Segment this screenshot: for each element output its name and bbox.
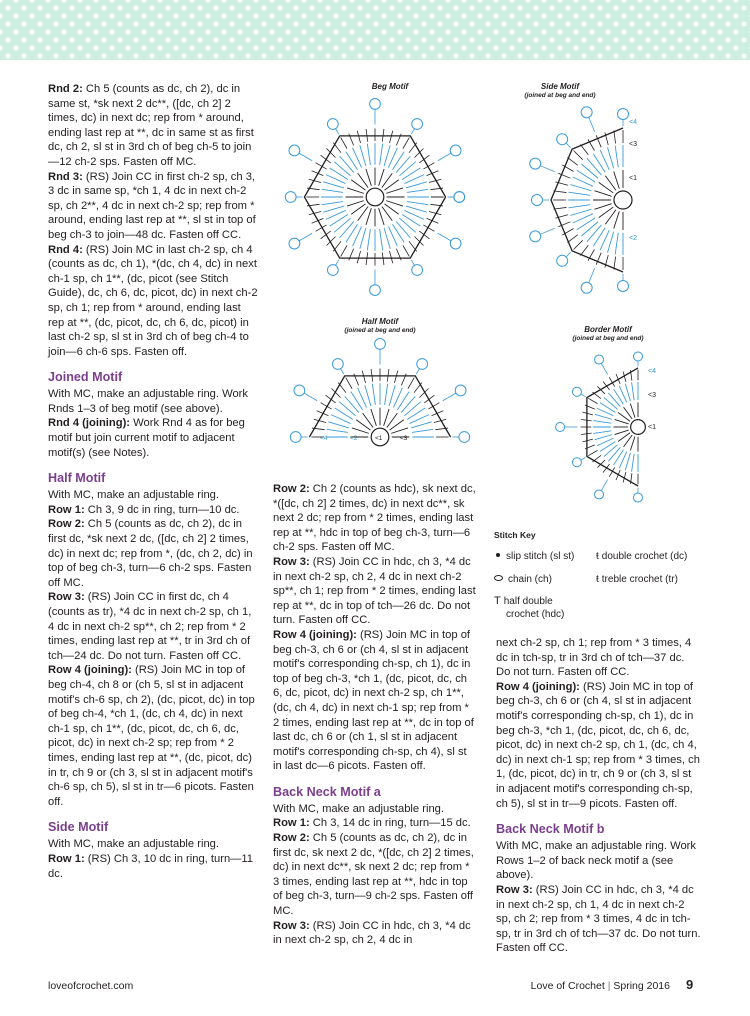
picot-loop <box>412 119 423 130</box>
middle-stitch <box>604 397 618 409</box>
c2-row3 <box>273 555 478 628</box>
outer-stitch <box>554 191 567 193</box>
middle-stitch <box>404 402 420 416</box>
side-motif-heading: Side Motif <box>48 820 109 835</box>
column-2 <box>273 482 478 948</box>
bnb-intro: With MC, make an adjustable ring. Work Rows 1–2 of back neck motif a (see above). <box>496 840 696 882</box>
c2-row4-label: Row 4 (joining): <box>273 628 357 641</box>
inner-stitch <box>594 204 611 210</box>
half-motif-heading: Half Motif <box>48 471 106 486</box>
picot-loop <box>327 265 338 276</box>
rnd2-text: Ch 5 (counts as dc, ch 2), dc in same st, *sk next 2 dc**, ([dc, ch 2] 2 times, dc) in next dc; rep from * around, ending last rep at **, dc in same st as first dc, ch 2, sl st in 3rd ch of beg ch-5 to join—12 ch-2 sps. Fasten off MC. <box>48 83 254 168</box>
picot-stem <box>601 480 608 491</box>
rnd4-label: Rnd 4: <box>48 243 83 256</box>
middle-stitch <box>345 396 359 412</box>
c2-row3-text: (RS) Join CC in hdc, ch 3, *4 dc in next ch-2 sp, ch 2, 4 dc in next ch-2 sp**, ch 1; rep from * 2 times, ending last rep at **, dc in top of tch—26 dc. Do not turn. Fasten off CC. <box>273 555 476 627</box>
picot-stem <box>299 153 313 161</box>
middle-stitch <box>581 222 598 236</box>
outer-stitch <box>362 371 365 383</box>
outer-stitch <box>357 131 360 143</box>
border-motif-title: Border Motif <box>584 325 632 334</box>
picot-stem <box>589 268 595 283</box>
middle-stitch <box>581 164 598 178</box>
outer-stitch <box>341 245 347 256</box>
picot-stem <box>438 233 452 241</box>
picot-loop <box>412 265 423 276</box>
c2-row4 <box>273 628 478 774</box>
inner-stitch <box>386 201 403 206</box>
middle-stitch <box>407 189 428 192</box>
half-row2-label: Row 2: <box>48 518 85 531</box>
key-dc-label: double crochet (dc) <box>601 551 688 562</box>
c3-row4-text: (RS) Join MC in top of beg ch-3, ch 6 or (ch 4, sl st in adjacent motif's corresponding ch-sp, ch 1), dc in beg ch-3, *ch 1, (dc, picot, dc, ch 6, dc, picot, dc) in next ch-2 sp, ch 1, (dc, ch 4, dc) in next ch-1 sp; rep from * 3 times, ch 1, (dc, picot, dc) in tr, ch 9 or (ch 3, sl st in adjacent motif's corresponding ch-sp, ch 5), sl st in tr—9 picots. Fasten off. <box>496 680 700 810</box>
slip-stitch-icon <box>496 553 500 557</box>
bnb-row3-text: (RS) Join CC in hdc, ch 3, *4 dc in next ch-2 sp, ch 1, 4 dc in next ch-2 sp, ch 2; rep from * 3 times, 4 dc in tch-sp, tr in 3rd ch of tch—37 dc. Do not turn. Fasten off CC. <box>496 883 701 955</box>
picot-stem <box>540 228 555 234</box>
outer-stitch <box>574 151 583 160</box>
middle-stitch <box>412 429 433 432</box>
outer-stitch <box>409 143 417 153</box>
middle-stitch <box>367 229 370 250</box>
picot-loop <box>595 490 604 499</box>
outer-stitch <box>357 251 360 263</box>
inner-stitch <box>391 428 408 433</box>
middle-stitch <box>569 192 591 195</box>
c2-row2 <box>273 482 478 555</box>
outer-stitch <box>592 392 600 398</box>
picot-stem <box>299 233 313 241</box>
chain-icon <box>494 575 503 581</box>
border-row-label-4: <4 <box>648 368 656 375</box>
outer-stitch <box>580 245 588 255</box>
middle-stitch <box>411 422 432 428</box>
bna-row3-text: (RS) Join CC in hdc, ch 3, *4 dc in next ch-2 sp, ch 2, 4 dc in <box>273 919 471 947</box>
picot-stem <box>411 260 414 266</box>
bnb-row3 <box>496 883 701 956</box>
joined-rnd4-text: Work Rnd 4 as for beg motif but join current motif to adjacent motif(s) (see Notes). <box>48 417 245 459</box>
picot-loop <box>532 195 543 206</box>
half-row3-text: (RS) Join CC in first dc, ch 4 (counts as tr), *4 dc in next ch-2 sp, ch 1, 4 dc in next ch-2 sp**, ch 2; rep from * 2 times, ending last rep at **, tr in 3rd ch of tch—24 dc. Do not turn. Fasten off CC. <box>48 591 252 662</box>
middle-stitch <box>615 146 618 168</box>
middle-stitch <box>608 232 614 253</box>
border-motif-diagram <box>540 345 670 505</box>
middle-stitch <box>340 156 354 172</box>
outer-stitch <box>394 371 397 383</box>
key-slip-stitch <box>494 550 574 563</box>
middle-stitch <box>569 205 591 208</box>
outer-stitch <box>567 235 577 243</box>
middle-stitch <box>360 145 366 166</box>
middle-stitch <box>406 182 427 188</box>
picot-loop <box>332 359 343 370</box>
half-row1 <box>48 503 258 518</box>
bna-row2-label: Row 2: <box>273 832 310 845</box>
joined-motif-heading: Joined Motif <box>48 370 123 385</box>
half-motif-title: Half Motif <box>361 317 399 326</box>
key-hdc-label-1: half double <box>503 596 553 607</box>
middle-stitch <box>570 185 591 191</box>
inner-stitch <box>614 211 620 228</box>
side-row1-label: Row 1: <box>48 852 85 865</box>
side-row-label-2: <2 <box>629 235 637 242</box>
picot-stem <box>601 363 608 374</box>
c2-row4-text: (RS) Join MC in top of beg ch-3, ch 6 or (ch 4, sl st in adjacent motif's corresponding ch-sp, ch 1), dc in top of beg ch-3, *ch 1, (dc, picot, dc, ch 6, dc, picot, dc) in next ch-2 sp, ch 1**, (dc, ch 4, dc) in next ch-1 sp; rep from * 2 times, ending last rep at **, dc in top of last dc, ch 6 or (ch 1, sl st in adjacent motif's corresponding ch-sp, ch 4), sl st in last dc—6 picots. Fasten off. <box>273 628 474 773</box>
picot-stem <box>416 368 419 374</box>
middle-stitch <box>406 206 427 212</box>
key-tr-label: treble crochet (tr) <box>601 574 678 585</box>
picot-loop <box>455 385 466 396</box>
bna-intro: With MC, make an adjustable ring. <box>273 802 444 815</box>
outer-stitch <box>419 155 429 163</box>
outer-stitch <box>419 231 429 239</box>
middle-stitch <box>322 202 343 205</box>
border-row-label-3: <3 <box>648 392 656 399</box>
center-ring <box>614 191 632 209</box>
middle-stitch <box>339 402 355 416</box>
key-tr <box>596 573 678 586</box>
middle-stitch <box>380 229 383 250</box>
side-intro: With MC, make an adjustable ring. <box>48 838 219 851</box>
outer-stitch <box>333 241 341 251</box>
picot-stem <box>566 252 571 257</box>
picot-stem <box>340 368 343 374</box>
inner-stitch <box>386 188 403 193</box>
inner-stitch <box>614 171 620 188</box>
middle-stitch <box>608 447 620 461</box>
bna-row3 <box>273 919 478 948</box>
c3-row4-label: Row 4 (joining): <box>496 680 580 693</box>
rnd4-paragraph <box>48 243 258 360</box>
middle-stitch <box>632 382 635 400</box>
picot-stem <box>411 128 414 134</box>
c2-row2-text: Ch 2 (counts as hdc), sk next dc, *([dc, ch 2] 2 times, dc) in next dc**, sk next 2 dc; rep from * 2 times, ending last rep at **, hdc in top of beg ch-3, turn—6 ch-2 sps. Fasten off MC. <box>273 483 476 554</box>
picot-loop <box>450 238 461 249</box>
rnd3-text: (RS) Join CC in first ch-2 sp, ch 3, 3 dc in same sp, *ch 1, 4 dc in next ch-2 sp, ch 2**, 4 dc in next ch-2 sp; rep from * around, ending last rep at **, sl st in top of beg ch-3 to join—48 dc. Fasten off CC. <box>48 170 256 241</box>
joined-rnd4-label: Rnd 4 (joining): <box>48 417 131 430</box>
half-row-label-4: <4 <box>320 435 328 442</box>
inner-stitch <box>379 208 384 225</box>
column-3 <box>496 636 701 956</box>
picot-stem <box>580 457 585 460</box>
picot-loop <box>618 281 629 292</box>
picot-loop <box>595 355 604 364</box>
picot-loop <box>618 109 629 120</box>
outer-stitch <box>583 412 593 415</box>
bna-row1-text: Ch 3, 14 dc in ring, turn—15 dc. <box>309 817 471 830</box>
c3-continuation: next ch-2 sp, ch 1; rep from * 3 times, 4 dc in tch-sp, tr in 3rd ch of tch—37 dc. Do not turn. Fasten off CC. <box>496 637 692 679</box>
center-ring <box>366 188 384 206</box>
middle-stitch <box>625 384 630 401</box>
middle-stitch <box>396 221 410 237</box>
key-hdc <box>494 595 564 621</box>
picot-loop <box>530 158 541 169</box>
middle-stitch <box>360 228 366 249</box>
middle-stitch <box>389 385 395 406</box>
half-row4-label: Row 4 (joining): <box>48 664 132 677</box>
outer-stitch <box>338 383 346 393</box>
middle-stitch <box>323 206 344 212</box>
outer-stitch <box>389 131 392 143</box>
key-chain <box>494 573 552 586</box>
footer-separator: | <box>607 980 614 992</box>
border-motif-subtitle: (joined at beg and end) <box>572 335 644 342</box>
outer-stitch <box>588 450 597 455</box>
middle-stitch <box>396 156 410 172</box>
outer-stitch <box>389 251 392 263</box>
key-chain-label: chain (ch) <box>508 574 552 585</box>
middle-stitch <box>385 384 388 405</box>
rnd2-paragraph <box>48 82 258 170</box>
footer-issue: Spring 2016 <box>613 980 670 992</box>
hdc-icon: T <box>494 595 501 607</box>
middle-stitch <box>399 162 415 176</box>
rnd3-paragraph <box>48 170 258 243</box>
half-row2 <box>48 517 258 590</box>
picot-stem <box>540 166 555 172</box>
middle-stitch <box>384 145 390 166</box>
picot-stem <box>438 153 452 161</box>
half-row2-text: Ch 5 (counts as dc, ch 2), dc in first dc, *sk next 2 dc, ([dc, ch 2] 2 times, dc) in next dc; rep from *, (dc, ch 2, dc) in top of beg ch-3, turn—6 ch-2 sps. Fasten off MC. <box>48 518 253 589</box>
middle-stitch <box>322 189 343 192</box>
picot-loop <box>556 422 565 431</box>
bnb-row3-label: Row 3: <box>496 883 533 896</box>
outer-stitch <box>424 395 434 403</box>
middle-stitch <box>407 202 428 205</box>
key-hdc-label-2: crochet (hdc) <box>506 609 565 620</box>
picot-stem <box>335 260 338 266</box>
beg-motif-diagram <box>275 92 475 302</box>
middle-stitch <box>625 453 630 470</box>
picot-loop <box>289 238 300 249</box>
footer-site: loveofcrochet.com <box>48 980 134 992</box>
dc-icon: ŧ <box>596 551 599 562</box>
picot-stem <box>304 393 318 401</box>
inner-stitch <box>371 409 376 426</box>
middle-stitch <box>384 228 390 249</box>
middle-stitch <box>587 225 601 242</box>
middle-stitch <box>593 421 611 424</box>
inner-stitch <box>615 419 629 424</box>
side-row-label-1: <1 <box>629 175 637 182</box>
footer-magazine-issue <box>531 980 670 992</box>
picot-loop <box>633 493 642 502</box>
picot-loop <box>530 231 541 242</box>
middle-stitch <box>570 209 591 215</box>
side-row-label-4: <4 <box>629 119 637 126</box>
joined-rnd4-paragraph <box>48 416 258 460</box>
outer-stitch <box>333 143 341 153</box>
column-1 <box>48 82 258 881</box>
half-row-label-1: <1 <box>375 435 383 442</box>
outer-stitch <box>614 131 616 144</box>
bna-row2-text: Ch 5 (counts as dc, ch 2), dc in first dc, sk next 2 dc, *([dc, ch 2] 2 times, dc) in next dc**, sk next 2 dc; rep from * 3 times, ending last rep at **, hdc in top of beg ch-3, turn—9 ch-2 sps. Fasten off MC. <box>273 832 474 918</box>
center-ring <box>631 420 646 435</box>
middle-stitch <box>327 429 348 432</box>
half-row3-label: Row 3: <box>48 591 85 604</box>
picot-stem <box>443 393 457 401</box>
middle-stitch <box>604 445 618 457</box>
inner-stitch <box>366 169 371 186</box>
border-row-label-1: <1 <box>648 424 656 431</box>
picot-stem <box>566 143 571 148</box>
middle-stitch <box>593 431 611 434</box>
footer-magazine: Love of Crochet <box>530 980 605 992</box>
outer-stitch <box>414 383 422 393</box>
picot-loop <box>633 352 642 361</box>
outer-stitch <box>592 455 600 461</box>
picot-loop <box>290 432 301 443</box>
half-motif-diagram <box>280 335 480 450</box>
inner-stitch <box>352 428 369 433</box>
picot-loop <box>370 285 381 296</box>
outer-stitch <box>588 398 597 403</box>
middle-stitch <box>587 158 601 175</box>
picot-loop <box>572 458 581 467</box>
middle-stitch <box>399 218 415 232</box>
picot-loop <box>572 387 581 396</box>
middle-stitch <box>340 221 354 237</box>
c2-row3-label: Row 3: <box>273 555 310 568</box>
inner-stitch <box>384 409 389 426</box>
half-row-label-2: <2 <box>350 435 358 442</box>
outer-stitch <box>567 157 577 165</box>
middle-stitch <box>372 384 375 405</box>
half-motif-subtitle: (joined at beg and end) <box>344 327 416 334</box>
rnd4-text: (RS) Join MC in last ch-2 sp, ch 4 (counts as dc, ch 1), *(dc, ch 4, dc) in next ch-1 sp, ch 1**, (dc, picot (see Stitch Guide), dc, ch 6, dc, picot, dc) in next ch-2 sp, ch 1; rep from * around, ending last rep at **, (dc, picot, dc, ch 6, dc, picot) in last ch-2 sp, sl st in 3rd ch of beg ch-4 to join—6 ch-6 sps. Fasten off. <box>48 243 258 358</box>
picot-loop <box>285 192 296 203</box>
key-dc <box>596 550 687 563</box>
outer-stitch <box>554 207 567 209</box>
half-row1-label: Row 1: <box>48 503 85 516</box>
picot-loop <box>581 107 592 118</box>
c2-row2-label: Row 2: <box>273 483 310 495</box>
middle-stitch <box>401 396 415 412</box>
outer-stitch <box>403 245 409 256</box>
inner-stitch <box>630 404 635 418</box>
middle-stitch <box>632 454 635 472</box>
beg-motif-title: Beg Motif <box>371 82 409 91</box>
picot-loop <box>450 145 461 156</box>
middle-stitch <box>334 162 350 176</box>
middle-stitch <box>608 393 620 407</box>
middle-stitch <box>595 414 612 419</box>
middle-stitch <box>365 385 371 406</box>
outer-stitch <box>580 144 588 154</box>
middle-stitch <box>323 182 344 188</box>
half-row4 <box>48 663 258 809</box>
inner-stitch <box>594 191 611 197</box>
middle-stitch <box>328 422 349 428</box>
outer-stitch <box>341 138 347 149</box>
inner-stitch <box>347 188 364 193</box>
half-row1-text: Ch 3, 9 dc in ring, turn—10 dc. <box>84 503 240 516</box>
page-number: 9 <box>686 977 694 992</box>
outer-stitch <box>408 378 414 389</box>
picot-loop <box>289 145 300 156</box>
half-row4-text: (RS) Join MC in top of beg ch-4, ch 8 or (ch 5, sl st in adjacent motif's ch-6 sp, ch 2), (dc, picot, dc) in top of beg ch-4, *ch 1, (dc, ch 4, dc) in next ch-1 sp, ch 1**, (dc, picot, dc, ch 6, dc, picot, dc) in next ch-2 sp; rep from * 2 times, ending last rep at **, (dc, picot, dc) in tr, ch 9 or (ch 3, sl st in adjacent motif's ch-6 sp, ch 5), sl st in tr—6 picots. Fasten off. <box>48 664 255 808</box>
bna-row3-label: Row 3: <box>273 919 310 932</box>
outer-stitch <box>574 240 583 249</box>
outer-stitch <box>346 378 352 389</box>
side-row1 <box>48 852 258 881</box>
side-row-label-3: <3 <box>629 141 637 148</box>
rnd2-label: Rnd 2: <box>48 83 83 95</box>
picot-stem <box>580 394 585 397</box>
inner-stitch <box>615 430 629 435</box>
picot-loop <box>459 432 470 443</box>
bna-row1 <box>273 816 478 831</box>
bna-row2 <box>273 831 478 919</box>
side-motif-subtitle: (joined at beg and end) <box>524 92 596 99</box>
tr-icon: ŧ <box>596 574 599 585</box>
outer-stitch <box>583 439 593 442</box>
inner-stitch <box>366 208 371 225</box>
inner-stitch <box>379 169 384 186</box>
picot-loop <box>454 192 465 203</box>
middle-stitch <box>334 218 350 232</box>
outer-stitch <box>403 138 409 149</box>
side-motif-title: Side Motif <box>540 82 580 91</box>
key-slip-label: slip stitch (sl st) <box>506 551 575 562</box>
top-banner <box>0 0 750 60</box>
bna-row1-label: Row 1: <box>273 817 310 830</box>
inner-stitch <box>630 436 635 450</box>
joined-intro: With MC, make an adjustable ring. Work Rnds 1–3 of beg motif (see above). <box>48 388 248 415</box>
middle-stitch <box>367 144 370 165</box>
middle-stitch <box>380 144 383 165</box>
picot-loop <box>375 339 386 350</box>
middle-stitch <box>608 147 614 168</box>
picot-stem <box>335 128 338 134</box>
picot-loop <box>417 359 428 370</box>
outer-stitch <box>409 241 417 251</box>
middle-stitch <box>595 435 612 440</box>
back-neck-b-heading: Back Neck Motif b <box>496 822 605 837</box>
half-intro: With MC, make an adjustable ring. <box>48 489 219 502</box>
inner-stitch <box>347 201 364 206</box>
outer-stitch <box>326 395 336 403</box>
side-row1-text: (RS) Ch 3, 10 dc in ring, turn—11 dc. <box>48 852 253 880</box>
outer-stitch <box>321 231 331 239</box>
side-motif-diagram <box>505 100 645 315</box>
picot-loop <box>370 99 381 110</box>
back-neck-a-heading: Back Neck Motif a <box>273 784 381 799</box>
rnd3-label: Rnd 3: <box>48 170 83 183</box>
picot-loop <box>581 282 592 293</box>
outer-stitch <box>321 155 331 163</box>
outer-stitch <box>614 257 616 270</box>
half-row-label-3: <3 <box>400 435 408 442</box>
c3-row4 <box>496 680 701 811</box>
picot-stem <box>589 117 595 132</box>
picot-loop <box>294 385 305 396</box>
stitch-key-title: Stitch Key <box>494 530 536 540</box>
half-row3 <box>48 590 258 663</box>
middle-stitch <box>615 233 618 255</box>
picot-loop <box>327 119 338 130</box>
